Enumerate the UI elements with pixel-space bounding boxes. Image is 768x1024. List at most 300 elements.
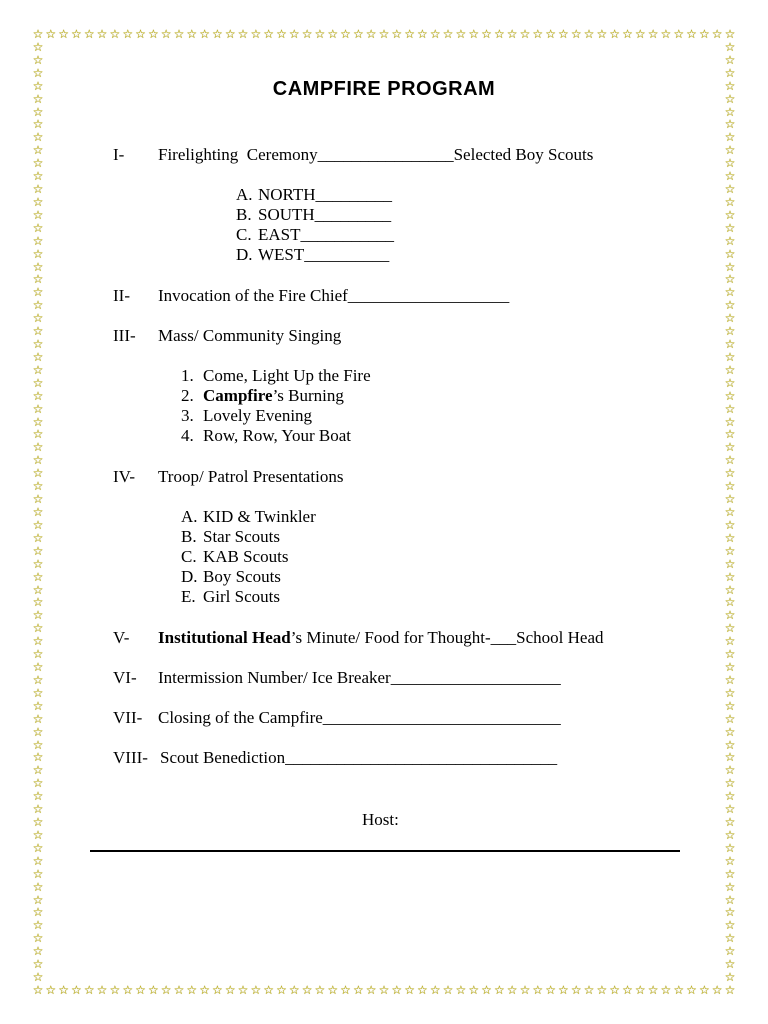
presentation-item <box>181 547 288 567</box>
star-icon: ☆ <box>634 983 646 997</box>
song-item <box>181 426 351 446</box>
star-icon: ☆ <box>250 983 262 997</box>
star-icon: ☆ <box>199 983 210 997</box>
star-icon: ☆ <box>32 582 44 597</box>
star-icon: ☆ <box>32 724 44 739</box>
star-icon: ☆ <box>724 840 736 855</box>
star-icon: ☆ <box>71 27 82 41</box>
star-icon: ☆ <box>32 672 44 687</box>
star-icon: ☆ <box>122 983 134 997</box>
star-icon: ☆ <box>45 983 57 997</box>
star-icon: ☆ <box>429 983 441 997</box>
star-icon: ☆ <box>340 27 351 41</box>
presentation-item <box>181 587 280 607</box>
star-icon: ☆ <box>173 27 185 41</box>
star-icon: ☆ <box>724 427 736 442</box>
star-icon: ☆ <box>237 983 249 997</box>
star-icon: ☆ <box>698 983 710 997</box>
direction-index: B. <box>236 205 252 224</box>
star-icon: ☆ <box>32 311 44 326</box>
presentation-item <box>181 567 281 587</box>
star-icon: ☆ <box>724 388 736 403</box>
star-icon: ☆ <box>32 169 44 184</box>
star-icon: ☆ <box>724 492 736 507</box>
star-icon: ☆ <box>327 27 339 41</box>
star-icon: ☆ <box>724 39 736 54</box>
item-numeral: I- <box>113 145 125 164</box>
star-icon: ☆ <box>673 27 685 41</box>
star-icon: ☆ <box>724 479 736 494</box>
star-icon: ☆ <box>32 91 44 106</box>
star-icon: ☆ <box>32 207 44 222</box>
star-icon: ☆ <box>724 905 736 920</box>
presentation-text: Boy Scouts <box>203 567 281 586</box>
star-icon: ☆ <box>96 27 108 41</box>
star-icon: ☆ <box>724 983 736 997</box>
direction-text: WEST__________ <box>258 245 390 264</box>
star-icon: ☆ <box>32 763 44 778</box>
star-icon: ☆ <box>545 983 556 997</box>
star-icon: ☆ <box>32 337 44 352</box>
star-icon: ☆ <box>724 466 736 481</box>
star-icon: ☆ <box>32 556 44 571</box>
star-icon: ☆ <box>724 530 736 545</box>
star-icon: ☆ <box>724 556 736 571</box>
star-icon: ☆ <box>724 634 736 649</box>
item-text: Mass/ Community Singing <box>158 326 342 345</box>
star-icon: ☆ <box>724 27 736 41</box>
direction-item <box>236 205 391 225</box>
star-icon: ☆ <box>301 983 313 997</box>
star-icon: ☆ <box>32 892 44 907</box>
star-icon: ☆ <box>724 362 736 377</box>
star-icon: ☆ <box>32 78 44 93</box>
direction-text: NORTH_________ <box>258 185 393 204</box>
star-icon: ☆ <box>32 918 44 933</box>
star-icon: ☆ <box>506 983 518 997</box>
star-icon: ☆ <box>724 78 736 93</box>
presentation-index: C. <box>181 547 197 566</box>
star-icon: ☆ <box>724 414 736 429</box>
item-text: Troop/ Patrol Presentations <box>158 467 344 486</box>
star-icon: ☆ <box>173 983 185 997</box>
star-icon: ☆ <box>724 789 736 804</box>
star-icon: ☆ <box>506 27 518 41</box>
star-icon: ☆ <box>429 27 441 41</box>
star-icon: ☆ <box>263 983 275 997</box>
item-text: Invocation of the Fire Chief___________________ <box>158 286 510 305</box>
star-icon: ☆ <box>468 27 480 41</box>
star-icon: ☆ <box>724 685 736 700</box>
star-icon: ☆ <box>147 983 159 997</box>
star-icon: ☆ <box>570 983 582 997</box>
star-icon: ☆ <box>724 182 736 197</box>
star-icon: ☆ <box>276 27 287 41</box>
presentation-text: Girl Scouts <box>203 587 280 606</box>
star-icon: ☆ <box>32 505 44 519</box>
star-icon: ☆ <box>32 117 44 132</box>
star-icon: ☆ <box>32 182 44 197</box>
star-icon: ☆ <box>455 983 467 997</box>
star-icon: ☆ <box>724 156 736 171</box>
star-icon: ☆ <box>724 52 736 67</box>
star-icon: ☆ <box>58 27 69 41</box>
star-icon: ☆ <box>686 983 697 997</box>
star-icon: ☆ <box>724 815 736 830</box>
star-icon: ☆ <box>327 983 339 997</box>
star-icon: ☆ <box>32 246 44 261</box>
star-icon: ☆ <box>160 983 172 997</box>
item-text: Intermission Number/ Ice Breaker____________________ <box>158 668 561 687</box>
star-icon: ☆ <box>224 983 236 997</box>
star-icon: ☆ <box>365 983 377 997</box>
star-icon: ☆ <box>724 259 736 274</box>
star-icon: ☆ <box>724 595 736 610</box>
star-icon: ☆ <box>711 27 723 41</box>
star-icon: ☆ <box>724 194 736 209</box>
star-icon: ☆ <box>32 65 44 80</box>
star-icon: ☆ <box>365 27 377 41</box>
star-icon: ☆ <box>724 672 736 687</box>
star-icon: ☆ <box>404 983 415 997</box>
star-icon: ☆ <box>442 27 454 41</box>
presentation-text: KID & Twinkler <box>203 507 316 526</box>
item-numeral: IV- <box>113 467 136 486</box>
star-icon: ☆ <box>724 866 736 881</box>
star-icon: ☆ <box>724 311 736 326</box>
star-icon: ☆ <box>481 983 492 997</box>
star-icon: ☆ <box>32 815 44 830</box>
star-icon: ☆ <box>32 52 44 67</box>
star-icon: ☆ <box>250 27 262 41</box>
host-label: Host: <box>362 810 399 829</box>
item-numeral: VIII- <box>113 748 148 767</box>
star-icon: ☆ <box>660 27 672 41</box>
song-index: 3. <box>181 406 194 425</box>
star-icon: ☆ <box>724 970 736 985</box>
star-icon: ☆ <box>212 27 223 41</box>
star-icon: ☆ <box>724 724 736 739</box>
star-icon: ☆ <box>673 983 685 997</box>
star-icon: ☆ <box>724 401 736 416</box>
star-icon: ☆ <box>724 608 736 623</box>
star-icon: ☆ <box>32 879 44 894</box>
presentation-text: Star Scouts <box>203 527 280 546</box>
star-icon: ☆ <box>519 983 531 997</box>
star-icon: ☆ <box>32 427 44 442</box>
star-icon: ☆ <box>32 866 44 881</box>
star-icon: ☆ <box>724 621 736 636</box>
star-icon: ☆ <box>378 27 390 41</box>
star-icon: ☆ <box>32 750 44 765</box>
star-icon: ☆ <box>724 440 736 455</box>
item-text: Closing of the Campfire____________________________ <box>158 708 561 727</box>
star-icon: ☆ <box>32 375 44 390</box>
star-icon: ☆ <box>32 285 44 300</box>
star-icon: ☆ <box>314 27 326 41</box>
song-item <box>181 386 344 406</box>
item-numeral: V- <box>113 628 130 647</box>
star-icon: ☆ <box>32 905 44 920</box>
star-icon: ☆ <box>724 220 736 235</box>
item-numeral: VI- <box>113 668 137 687</box>
song-item <box>181 406 312 426</box>
presentation-item <box>181 527 280 547</box>
song-text: ’s Burning <box>272 386 344 405</box>
star-icon: ☆ <box>32 569 44 584</box>
star-icon: ☆ <box>724 776 736 791</box>
song-text: Come, Light Up the Fire <box>203 366 371 385</box>
star-icon: ☆ <box>724 117 736 132</box>
star-icon: ☆ <box>32 479 44 494</box>
song-text: Row, Row, Your Boat <box>203 426 351 445</box>
star-icon: ☆ <box>301 27 313 41</box>
star-icon: ☆ <box>32 595 44 610</box>
star-icon: ☆ <box>558 27 569 41</box>
song-item <box>181 366 371 386</box>
star-icon: ☆ <box>237 27 249 41</box>
star-icon: ☆ <box>32 104 44 119</box>
star-icon: ☆ <box>32 634 44 649</box>
star-icon: ☆ <box>724 660 736 675</box>
song-index: 2. <box>181 386 194 405</box>
star-icon: ☆ <box>32 957 44 972</box>
star-icon: ☆ <box>83 983 95 997</box>
star-icon: ☆ <box>32 840 44 855</box>
star-icon: ☆ <box>32 324 44 339</box>
star-icon: ☆ <box>32 233 44 248</box>
presentation-index: B. <box>181 527 197 546</box>
star-icon: ☆ <box>314 983 326 997</box>
item-numeral: II- <box>113 286 130 305</box>
star-icon: ☆ <box>32 685 44 700</box>
star-icon: ☆ <box>468 983 480 997</box>
item-text-rest: ’s Minute/ Food for Thought-___School Head <box>290 628 604 647</box>
star-icon: ☆ <box>352 27 364 41</box>
star-icon: ☆ <box>32 220 44 235</box>
star-icon: ☆ <box>724 827 736 842</box>
star-icon: ☆ <box>32 983 44 997</box>
star-icon: ☆ <box>724 104 736 119</box>
song-text: Lovely Evening <box>203 406 313 425</box>
star-icon: ☆ <box>724 853 736 868</box>
star-icon: ☆ <box>224 27 236 41</box>
star-icon: ☆ <box>493 983 505 997</box>
star-icon: ☆ <box>109 27 121 41</box>
star-icon: ☆ <box>724 324 736 339</box>
presentation-text: KAB Scouts <box>203 547 289 566</box>
star-icon: ☆ <box>724 337 736 352</box>
star-icon: ☆ <box>122 27 134 41</box>
star-icon: ☆ <box>32 944 44 959</box>
star-icon: ☆ <box>724 737 736 752</box>
song-index: 1. <box>181 366 194 385</box>
star-icon: ☆ <box>32 362 44 377</box>
star-icon: ☆ <box>83 27 95 41</box>
star-icon: ☆ <box>288 27 300 41</box>
item-text: Scout Benediction________________________________ <box>160 748 558 767</box>
star-icon: ☆ <box>32 156 44 171</box>
star-icon: ☆ <box>32 298 44 313</box>
star-icon: ☆ <box>32 802 44 817</box>
star-icon: ☆ <box>724 944 736 959</box>
item-text-bold: Institutional Head <box>158 628 291 647</box>
star-icon: ☆ <box>288 983 300 997</box>
star-icon: ☆ <box>724 647 736 662</box>
presentation-index: D. <box>181 567 198 586</box>
star-icon: ☆ <box>724 711 736 726</box>
star-icon: ☆ <box>724 569 736 584</box>
star-icon: ☆ <box>519 27 531 41</box>
item-text: Firelighting Ceremony________________Selected Boy Scouts <box>158 145 594 164</box>
star-icon: ☆ <box>634 27 646 41</box>
star-icon: ☆ <box>32 27 44 41</box>
star-icon: ☆ <box>32 698 44 713</box>
star-icon: ☆ <box>32 466 44 481</box>
star-icon: ☆ <box>391 983 403 997</box>
star-icon: ☆ <box>724 931 736 946</box>
direction-index: A. <box>236 185 253 204</box>
star-icon: ☆ <box>724 375 736 390</box>
star-icon: ☆ <box>199 27 210 41</box>
star-icon: ☆ <box>135 983 146 997</box>
star-icon: ☆ <box>724 272 736 287</box>
star-icon: ☆ <box>45 27 57 41</box>
star-icon: ☆ <box>724 505 736 519</box>
star-icon: ☆ <box>686 27 697 41</box>
star-icon: ☆ <box>724 207 736 222</box>
star-icon: ☆ <box>32 789 44 804</box>
star-icon: ☆ <box>596 983 608 997</box>
direction-index: C. <box>236 225 252 244</box>
star-icon: ☆ <box>711 983 723 997</box>
star-icon: ☆ <box>391 27 403 41</box>
song-text-bold: Campfire <box>203 386 273 405</box>
star-icon: ☆ <box>532 27 544 41</box>
star-icon: ☆ <box>32 453 44 468</box>
star-icon: ☆ <box>724 453 736 468</box>
star-icon: ☆ <box>32 259 44 274</box>
direction-index: D. <box>236 245 253 264</box>
star-icon: ☆ <box>32 414 44 429</box>
star-icon: ☆ <box>32 492 44 507</box>
star-icon: ☆ <box>609 983 621 997</box>
star-icon: ☆ <box>724 91 736 106</box>
star-icon: ☆ <box>32 194 44 209</box>
star-icon: ☆ <box>212 983 223 997</box>
item-numeral: III- <box>113 326 136 345</box>
star-icon: ☆ <box>724 233 736 248</box>
star-icon: ☆ <box>352 983 364 997</box>
item-numeral: VII- <box>113 708 143 727</box>
star-icon: ☆ <box>276 983 287 997</box>
item-text <box>158 628 603 648</box>
star-icon: ☆ <box>32 647 44 662</box>
star-icon: ☆ <box>32 517 44 532</box>
star-icon: ☆ <box>417 27 428 41</box>
star-icon: ☆ <box>417 983 428 997</box>
star-icon: ☆ <box>32 440 44 455</box>
star-icon: ☆ <box>32 621 44 636</box>
star-icon: ☆ <box>186 27 198 41</box>
star-icon: ☆ <box>32 388 44 403</box>
star-icon: ☆ <box>724 957 736 972</box>
presentation-item <box>181 507 316 527</box>
star-icon: ☆ <box>32 608 44 623</box>
star-icon: ☆ <box>724 517 736 532</box>
star-icon: ☆ <box>724 802 736 817</box>
star-icon: ☆ <box>545 27 556 41</box>
star-icon: ☆ <box>622 27 633 41</box>
star-icon: ☆ <box>378 983 390 997</box>
direction-item <box>236 225 394 245</box>
star-icon: ☆ <box>186 983 198 997</box>
star-icon: ☆ <box>583 983 595 997</box>
star-icon: ☆ <box>32 401 44 416</box>
presentation-index: E. <box>181 587 196 606</box>
star-icon: ☆ <box>724 750 736 765</box>
star-icon: ☆ <box>135 27 146 41</box>
star-icon: ☆ <box>647 27 659 41</box>
star-icon: ☆ <box>493 27 505 41</box>
star-icon: ☆ <box>96 983 108 997</box>
star-icon: ☆ <box>340 983 351 997</box>
star-icon: ☆ <box>660 983 672 997</box>
star-icon: ☆ <box>58 983 69 997</box>
star-icon: ☆ <box>32 970 44 985</box>
star-icon: ☆ <box>609 27 621 41</box>
star-icon: ☆ <box>32 737 44 752</box>
direction-item <box>236 245 389 265</box>
page-title: CAMPFIRE PROGRAM <box>272 78 496 100</box>
star-icon: ☆ <box>724 763 736 778</box>
star-icon: ☆ <box>109 983 121 997</box>
star-icon: ☆ <box>32 660 44 675</box>
star-icon: ☆ <box>32 827 44 842</box>
star-icon: ☆ <box>32 39 44 54</box>
star-icon: ☆ <box>583 27 595 41</box>
star-icon: ☆ <box>724 169 736 184</box>
star-icon: ☆ <box>724 143 736 158</box>
direction-text: SOUTH_________ <box>258 205 392 224</box>
presentation-index: A. <box>181 507 198 526</box>
star-icon: ☆ <box>724 698 736 713</box>
star-icon: ☆ <box>32 776 44 791</box>
star-icon: ☆ <box>724 298 736 313</box>
star-icon: ☆ <box>724 918 736 933</box>
star-icon: ☆ <box>32 931 44 946</box>
host-signature-line <box>90 850 680 852</box>
star-icon: ☆ <box>147 27 159 41</box>
star-icon: ☆ <box>32 143 44 158</box>
song-index: 4. <box>181 426 194 445</box>
star-icon: ☆ <box>724 543 736 558</box>
star-icon: ☆ <box>698 27 710 41</box>
star-icon: ☆ <box>596 27 608 41</box>
star-icon: ☆ <box>263 27 275 41</box>
star-icon: ☆ <box>647 983 659 997</box>
star-icon: ☆ <box>724 130 736 145</box>
star-icon: ☆ <box>32 130 44 145</box>
star-icon: ☆ <box>724 879 736 894</box>
star-icon: ☆ <box>71 983 82 997</box>
star-icon: ☆ <box>455 27 467 41</box>
star-icon: ☆ <box>570 27 582 41</box>
star-icon: ☆ <box>724 349 736 364</box>
star-icon: ☆ <box>404 27 415 41</box>
star-icon: ☆ <box>481 27 492 41</box>
star-icon: ☆ <box>442 983 454 997</box>
